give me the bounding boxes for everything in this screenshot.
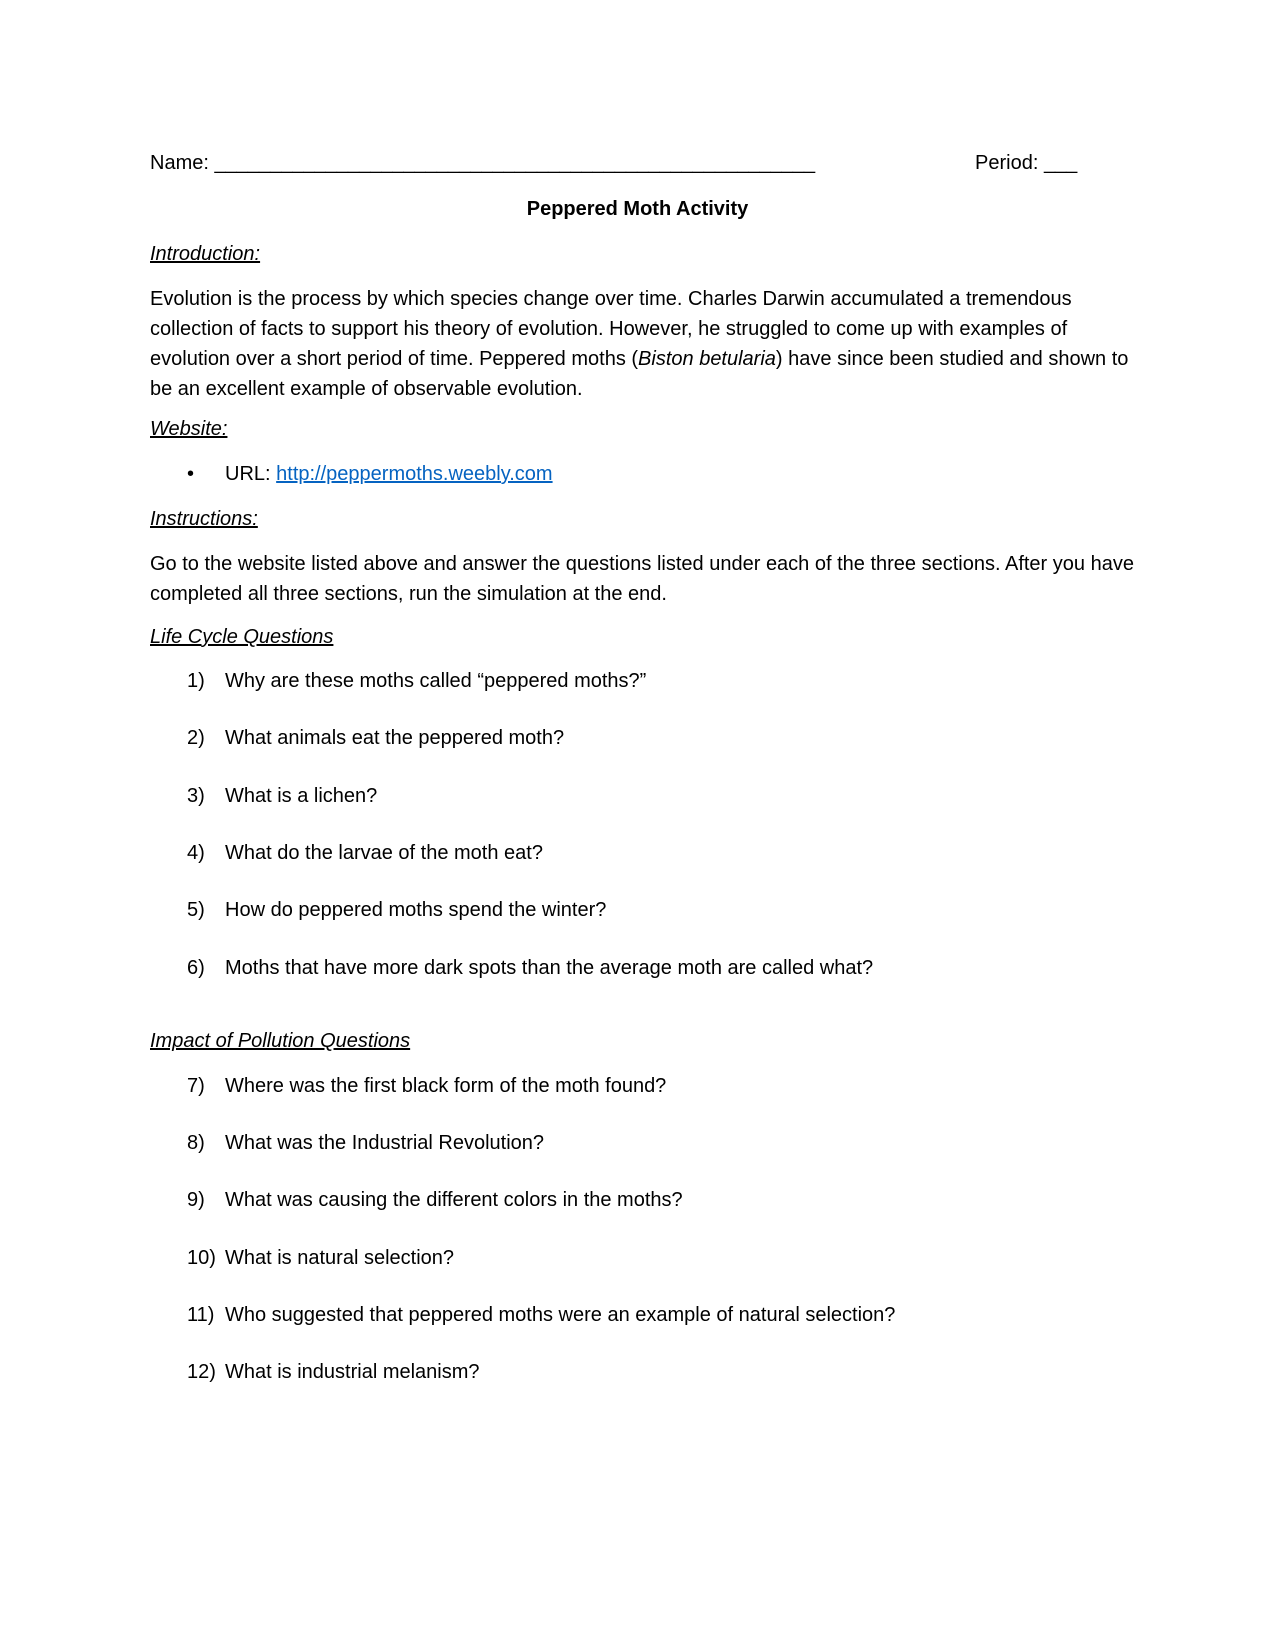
question-text: Why are these moths called “peppered moths?” xyxy=(225,670,647,692)
question-number: 8) xyxy=(187,1132,205,1154)
website-link[interactable]: http://peppermoths.weebly.com xyxy=(276,463,553,485)
url-label: URL: xyxy=(225,463,271,485)
question-number: 12) xyxy=(187,1361,216,1383)
question-text: What is industrial melanism? xyxy=(225,1361,480,1383)
question-text: What animals eat the peppered moth? xyxy=(225,727,565,749)
question-item xyxy=(187,667,646,695)
question-text: Where was the first black form of the moth found? xyxy=(225,1075,667,1097)
question-item xyxy=(187,896,606,924)
question-number: 2) xyxy=(187,727,205,749)
introduction-text-start: Evolution is the process by which species change over time. Charles Darwin accumulated a tremendous collection of facts to support his theory of evolution. However, he struggled to come up with examples of evolution over a short period of time. Peppered moths ( xyxy=(150,288,1072,370)
question-text: What was causing the different colors in the moths? xyxy=(225,1189,683,1211)
life-cycle-heading: Life Cycle Questions xyxy=(150,626,334,648)
period-blank: ___ xyxy=(1043,152,1078,174)
name-field xyxy=(150,149,815,177)
question-item xyxy=(187,839,543,867)
question-number: 4) xyxy=(187,842,205,864)
url-line xyxy=(225,460,553,488)
name-blank: ______________________________________________________ xyxy=(214,152,816,174)
question-text: Moths that have more dark spots than the average moth are called what? xyxy=(225,957,874,979)
question-number: 10) xyxy=(187,1247,216,1269)
question-number: 9) xyxy=(187,1189,205,1211)
question-number: 5) xyxy=(187,899,205,921)
question-text: What was the Industrial Revolution? xyxy=(225,1132,545,1154)
page-title: Peppered Moth Activity xyxy=(526,198,749,220)
question-text: What do the larvae of the moth eat? xyxy=(225,842,543,864)
website-heading: Website: xyxy=(150,418,228,440)
period-field xyxy=(975,149,1077,177)
question-number: 6) xyxy=(187,957,205,979)
question-text: What is natural selection? xyxy=(225,1247,455,1269)
question-item xyxy=(187,1358,480,1386)
question-item xyxy=(187,724,564,752)
introduction-heading: Introduction: xyxy=(150,243,261,265)
introduction-text-end: ) have since been studied and shown to be an excellent example of observable evolution. xyxy=(150,348,1129,400)
pollution-heading: Impact of Pollution Questions xyxy=(150,1030,411,1052)
species-name: Biston betularia xyxy=(638,348,776,370)
instructions-paragraph: Go to the website listed above and answer the questions listed under each of the three sections. After you have completed all three sections, run the simulation at the end. xyxy=(150,553,1134,605)
question-number: 7) xyxy=(187,1075,205,1097)
period-label: Period: xyxy=(975,152,1039,174)
question-text: What is a lichen? xyxy=(225,785,378,807)
question-text: Who suggested that peppered moths were an example of natural selection? xyxy=(225,1304,896,1326)
question-item xyxy=(187,1072,666,1100)
question-item xyxy=(187,1129,544,1157)
name-label: Name: xyxy=(150,152,209,174)
question-item xyxy=(187,1301,895,1329)
question-number: 3) xyxy=(187,785,205,807)
instructions-heading: Instructions: xyxy=(150,508,258,530)
question-item xyxy=(187,1186,683,1214)
question-number: 11) xyxy=(187,1304,215,1326)
question-item xyxy=(187,782,377,810)
question-text: How do peppered moths spend the winter? xyxy=(225,899,607,921)
question-number: 1) xyxy=(187,670,205,692)
bullet-icon: • xyxy=(187,463,195,485)
question-item xyxy=(187,954,873,982)
introduction-paragraph xyxy=(150,284,1140,404)
question-item xyxy=(187,1244,454,1272)
